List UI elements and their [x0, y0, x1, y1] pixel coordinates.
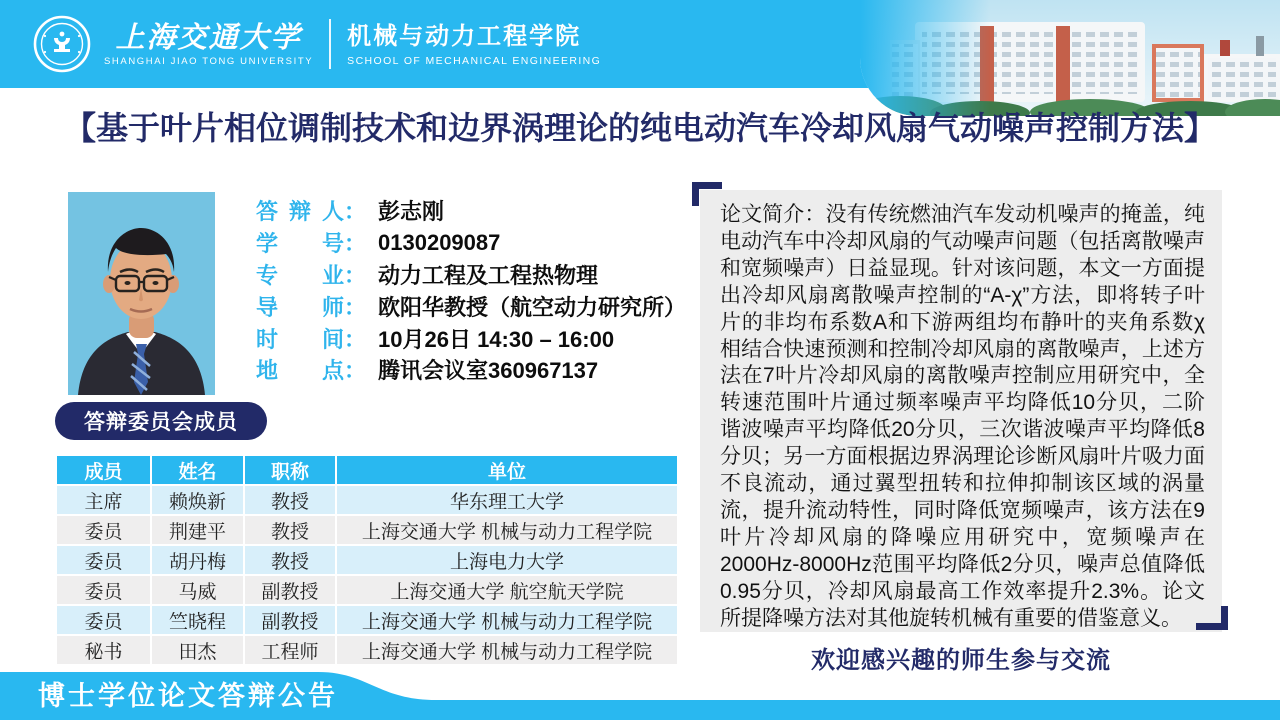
committee-table	[55, 454, 679, 666]
cell-member: 秘书	[56, 635, 151, 665]
cell-org: 上海交通大学 机械与动力工程学院	[336, 605, 678, 635]
info-value: 彭志刚	[378, 199, 445, 225]
info-row-student-id	[256, 227, 686, 259]
info-colon: ：	[344, 231, 367, 257]
info-label: 学号	[256, 231, 344, 257]
info-row-major	[256, 259, 686, 291]
info-label: 答辩人	[256, 199, 344, 225]
cell-org: 上海电力大学	[336, 545, 678, 575]
cell-member: 委员	[56, 575, 151, 605]
cell-name: 马威	[151, 575, 244, 605]
school-name-block	[347, 22, 601, 67]
table-row	[56, 515, 678, 545]
cell-name: 赖焕新	[151, 485, 244, 515]
defense-info-list	[256, 195, 686, 386]
header-org: 单位	[336, 455, 678, 485]
info-value: 10月26日 14:30 – 16:00	[378, 326, 615, 352]
info-colon: ：	[344, 358, 367, 384]
table-row	[56, 635, 678, 665]
cell-org: 上海交通大学 机械与动力工程学院	[336, 635, 678, 665]
info-row-location	[256, 354, 686, 386]
abstract-text: 论文简介：没有传统燃油汽车发动机噪声的掩盖，纯电动汽车中冷却风扇的气动噪声问题（包括离散噪声和宽频噪声）日益显现。针对该问题，本文一方面提出冷却风扇离散噪声控制的“A-χ”方法，即将转子叶片的非均布系数A和下游两组均布静叶的夹角系数χ相结合快速预测和控制冷却风扇的离散噪声，上述方法在7叶片冷却风扇的离散噪声控制应用研究中，全转速范围叶片通过频率噪声平均降低10分贝，二阶谐波噪声平均降低20分贝，三次谐波噪声平均降低8分贝；另一方面根据边界涡理论诊断风扇叶片吸力面不良流动，通过翼型扭转和拉伸抑制该区域的涡量流，提升流动特性，同时降低宽频噪声，该方法在9叶片冷却风扇的降噪应用研究中，宽频噪声在2000Hz-8000Hz范围平均降低2分贝，噪声总值降低0.95分贝，冷却风扇最高工作效率提升2.3%。论文所提降噪方法对其他旋转机械有重要的借鉴意义。	[720, 203, 1205, 630]
info-value: 动力工程及工程热物理	[378, 262, 599, 288]
cell-rank: 教授	[244, 545, 336, 575]
table-row	[56, 575, 678, 605]
school-name-en: SCHOOL OF MECHANICAL ENGINEERING	[347, 54, 602, 67]
cell-org: 华东理工大学	[336, 485, 678, 515]
university-name-en: SHANGHAI JIAO TONG UNIVERSITY	[104, 55, 314, 67]
cell-rank: 副教授	[244, 575, 336, 605]
campus-photo	[860, 0, 1280, 116]
cell-rank: 工程师	[244, 635, 336, 665]
cell-org: 上海交通大学 航空航天学院	[336, 575, 678, 605]
logo-divider	[329, 19, 331, 69]
header-rank: 职称	[244, 455, 336, 485]
abstract-panel	[700, 190, 1222, 632]
table-header-row	[56, 455, 678, 485]
info-label: 时间	[256, 326, 344, 352]
cell-name: 田杰	[151, 635, 244, 665]
committee-badge: 答辩委员会成员	[55, 402, 267, 440]
candidate-photo	[68, 192, 215, 395]
info-label: 地点	[256, 358, 344, 384]
table-row	[56, 485, 678, 515]
cell-name: 竺晓程	[151, 605, 244, 635]
table-row	[56, 545, 678, 575]
cell-name: 荆建平	[151, 515, 244, 545]
info-colon: ：	[344, 326, 367, 352]
corner-bracket-bottom-right	[1196, 606, 1228, 630]
cell-member: 委员	[56, 545, 151, 575]
cell-member: 委员	[56, 515, 151, 545]
info-row-time	[256, 322, 686, 354]
info-row-candidate	[256, 195, 686, 227]
info-value: 0130209087	[378, 229, 501, 255]
sjtu-emblem-icon	[32, 14, 92, 74]
info-value: 腾讯会议室360967137	[378, 358, 599, 384]
cell-rank: 教授	[244, 485, 336, 515]
thesis-title: 【基于叶片相位调制技术和边界涡理论的纯电动汽车冷却风扇气动噪声控制方法】	[63, 110, 1216, 146]
university-name-block	[104, 22, 313, 67]
cell-member: 委员	[56, 605, 151, 635]
header-member: 成员	[56, 455, 151, 485]
university-name-cn: 上海交通大学	[115, 21, 302, 54]
logo-row	[32, 12, 601, 76]
cell-org: 上海交通大学 机械与动力工程学院	[336, 515, 678, 545]
school-name-cn: 机械与动力工程学院	[347, 22, 582, 50]
info-colon: ：	[344, 294, 367, 320]
cell-rank: 教授	[244, 515, 336, 545]
info-colon: ：	[344, 262, 367, 288]
info-label: 专业	[256, 262, 344, 288]
footer-title: 博士学位论文答辩公告	[38, 681, 338, 711]
welcome-message: 欢迎感兴趣的师生参与交流	[811, 647, 1111, 674]
corner-bracket-top-left	[692, 182, 722, 206]
info-row-advisor	[256, 290, 686, 322]
cell-name: 胡丹梅	[151, 545, 244, 575]
cell-member: 主席	[56, 485, 151, 515]
header-name: 姓名	[151, 455, 244, 485]
info-colon: ：	[344, 199, 367, 225]
table-row	[56, 605, 678, 635]
cell-rank: 副教授	[244, 605, 336, 635]
info-label: 导师	[256, 294, 344, 320]
info-value: 欧阳华教授（航空动力研究所）	[378, 294, 687, 320]
